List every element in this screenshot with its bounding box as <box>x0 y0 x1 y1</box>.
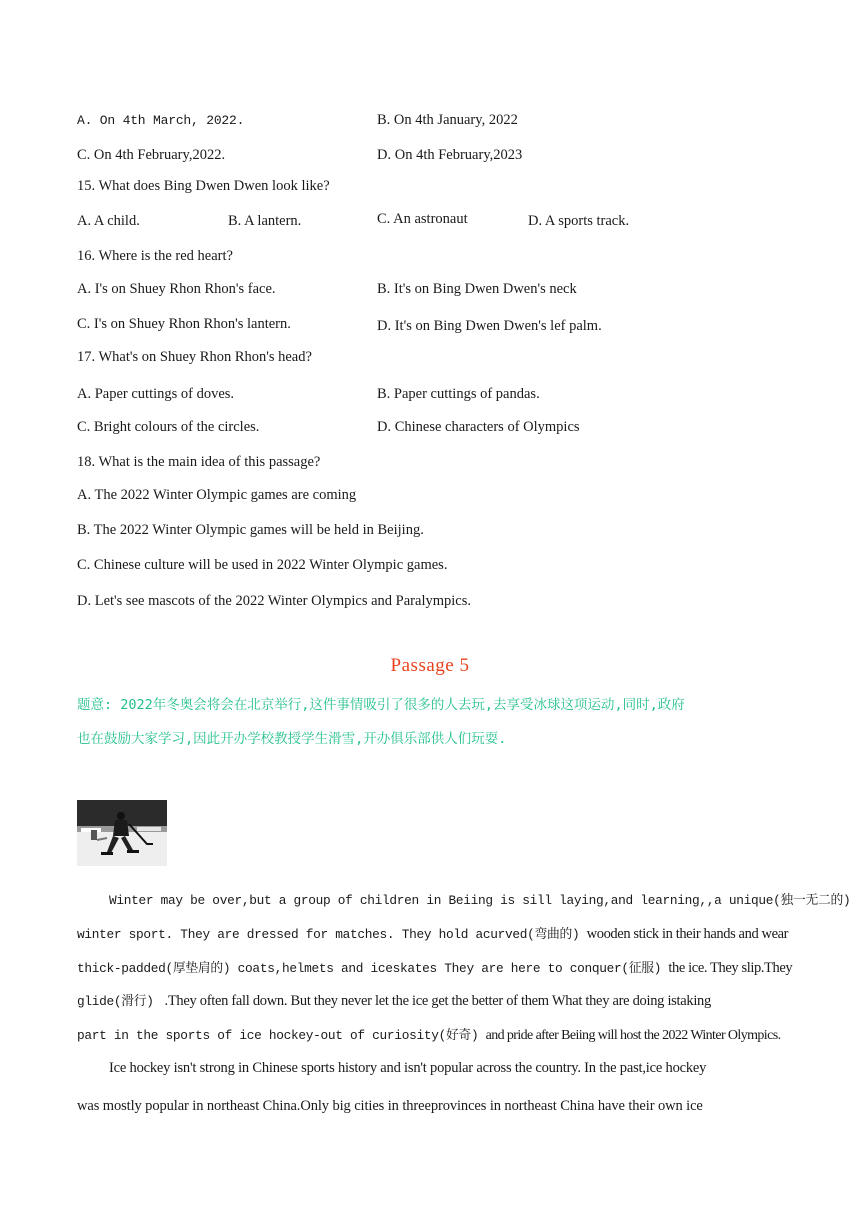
q17-option-c: C. Bright colours of the circles. <box>77 419 260 435</box>
paragraph-1-line-1-text: Winter may be over,but a group of children in Beiing is sill laying,and learning,,a unique(独一无二的) <box>109 893 851 908</box>
ice-hockey-photo <box>77 800 167 866</box>
paragraph-2-line-1-text: Ice hockey isn't strong in Chinese sports history and isn't popular across the country. In the past,ice hockey <box>109 1060 707 1076</box>
paragraph-1-line-5-serif: and pride after Beiing will host the 2022 Winter Olympics. <box>485 1028 781 1043</box>
q14-option-c: C. On 4th February,2022. <box>77 147 226 163</box>
q16-option-b: B. It's on Bing Dwen Dwen's neck <box>377 281 577 297</box>
paragraph-1-line-2 <box>77 925 789 944</box>
paragraph-1-line-1 <box>77 891 851 910</box>
q14-option-d: D. On 4th February,2023 <box>377 147 523 163</box>
q15-question: 15. What does Bing Dwen Dwen look like? <box>77 178 330 194</box>
paragraph-1-line-4-serif: .They often fall down. But they never let the ice get the better of them What they are doing istaking <box>164 993 711 1009</box>
q14-option-a: A. On 4th March, 2022. <box>77 113 245 128</box>
q16-option-a: A. I's on Shuey Rhon Rhon's face. <box>77 281 276 297</box>
q17-question: 17. What's on Shuey Rhon Rhon's head? <box>77 349 312 365</box>
paragraph-1-line-3-serif: the ice. They slip.They <box>668 960 793 976</box>
passage-summary-line-2: 也在鼓励大家学习,因此开办学校教授学生滑雪,开办俱乐部供人们玩耍. <box>77 731 507 747</box>
paragraph-1-line-3-mono: thick-padded(厚垫肩的) coats,helmets and iceskates They are here to conquer(征服) <box>77 961 662 976</box>
q15-option-a: A. A child. <box>77 213 140 229</box>
paragraph-1-line-4-mono: glide(滑行) <box>77 994 154 1009</box>
q15-option-d: D. A sports track. <box>528 213 630 229</box>
q18-option-d: D. Let's see mascots of the 2022 Winter Olympics and Paralympics. <box>77 593 471 609</box>
paragraph-2-line-2 <box>77 1097 783 1115</box>
q18-option-c: C. Chinese culture will be used in 2022 Winter Olympic games. <box>77 557 448 573</box>
q17-option-a: A. Paper cuttings of doves. <box>77 386 235 402</box>
q16-option-d: D. It's on Bing Dwen Dwen's lef palm. <box>377 318 602 334</box>
passage-title: Passage 5 <box>390 655 470 676</box>
paragraph-1-line-4 <box>77 992 783 1011</box>
q16-question: 16. Where is the red heart? <box>77 248 233 264</box>
passage-summary-line-1: 题意: 2022年冬奥会将会在北京举行,这件事情吸引了很多的人去玩,去享受冰球这项运动,同时,政府 <box>77 697 685 713</box>
q18-option-a: A. The 2022 Winter Olympic games are coming <box>77 487 357 503</box>
q16-option-c: C. I's on Shuey Rhon Rhon's lantern. <box>77 316 291 332</box>
paragraph-2-line-1 <box>77 1059 783 1077</box>
paragraph-1-line-3 <box>77 959 793 978</box>
paragraph-2-line-2-text: was mostly popular in northeast China.Only big cities in threeprovinces in northeast China have their own ice <box>77 1098 703 1114</box>
paragraph-1-line-2-mono: winter sport. They are dressed for matches. They hold acurved(弯曲的) <box>77 927 580 942</box>
q18-question: 18. What is the main idea of this passage? <box>77 454 321 470</box>
q17-option-b: B. Paper cuttings of pandas. <box>377 386 540 402</box>
q15-option-c: C. An astronaut <box>377 211 468 227</box>
paragraph-1-line-2-serif: wooden stick in their hands and wear <box>586 926 789 942</box>
q18-option-b: B. The 2022 Winter Olympic games will be held in Beijing. <box>77 522 424 538</box>
paragraph-1-line-5 <box>77 1026 783 1045</box>
q15-option-b: B. A lantern. <box>228 213 302 229</box>
q14-option-b: B. On 4th January, 2022 <box>377 112 518 128</box>
paragraph-1-line-5-mono: part in the sports of ice hockey-out of curiosity(好奇) <box>77 1028 479 1043</box>
q17-option-d: D. Chinese characters of Olympics <box>377 419 580 435</box>
